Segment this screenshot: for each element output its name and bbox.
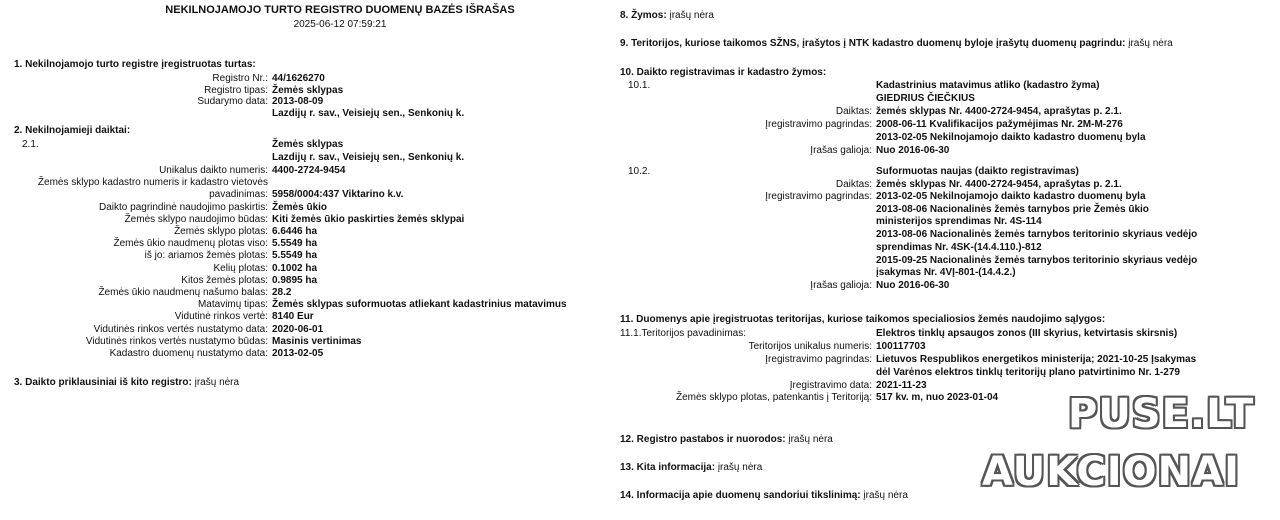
entry-10-2-pagrindas-3a: 2013-08-06 Nacionalinės žemės tarnybos teritorinio skyriaus vedėjo: [876, 229, 1198, 240]
field-value: Žemės ūkio: [272, 201, 328, 213]
section-12: 12. Registro pastabos ir nuorodos: įrašų nėra: [620, 434, 833, 445]
territory-basis-1: Lietuvos Respublikos energetikos ministerija; 2021-10-25 Įsakymas: [876, 354, 1197, 365]
item-address: Lazdijų r. sav., Veisiejų sen., Senkonių k.: [272, 152, 465, 163]
territory-name-label: 11.1.Teritorijos pavadinimas:: [620, 328, 746, 339]
entry-10-1-galioja: Nuo 2016-06-30: [876, 145, 950, 156]
field-label: Registro Nr.:: [212, 73, 268, 84]
section-2-heading: 2. Nekilnojamieji daiktai:: [14, 125, 131, 136]
watermark-line-2: AUKCIONAI: [982, 449, 1240, 495]
section-13: 13. Kita informacija: įrašų nėra: [620, 462, 763, 473]
entry-10-1-person: GIEDRIUS ČIEČKIUS: [876, 93, 975, 104]
item-number: 2.1.: [22, 139, 39, 150]
field-value: 0.1002 ha: [272, 262, 318, 274]
entry-10-1-pagrindas-2: 2013-02-05 Nekilnojamojo daikto kadastro duomenų byla: [876, 132, 1146, 143]
field-value: Lazdijų r. sav., Veisiejų sen., Senkonių k.: [272, 107, 465, 119]
entry-10-1-pagrindas-1: 2008-06-11 Kvalifikacijos pažymėjimas Nr. 2M-M-276: [876, 119, 1123, 130]
field-value: 5.5549 ha: [272, 238, 318, 250]
field-value: Kiti žemės ūkio paskirties žemės sklypai: [272, 213, 465, 225]
field-label: Daikto pagrindinė naudojimo paskirtis:: [99, 201, 268, 213]
entry-10-2-galioja: Nuo 2016-06-30: [876, 280, 950, 291]
field-label: pavadinimas:: [209, 189, 268, 201]
field-value: 0.9895 ha: [272, 274, 318, 286]
field-value: Žemės sklypas: [272, 84, 344, 96]
field-value: 4400-2724-9454: [272, 165, 346, 176]
field-label: Vidutinės rinkos vertės nustatymo data:: [93, 323, 268, 335]
territory-date-label: Įregistravimo data:: [789, 380, 872, 391]
entry-10-2-pagrindas-2a: 2013-08-06 Nacionalinės žemės tarnybos prie Žemės ūkio: [876, 204, 1149, 215]
field-value: 8140 Eur: [272, 311, 314, 323]
section-3: 3. Daikto priklausiniai iš kito registro: įrašų nėra: [14, 377, 240, 388]
entry-10-2-pagrindas-label: Įregistravimo pagrindas:: [765, 191, 872, 202]
document-title: NEKILNOJAMOJO TURTO REGISTRO DUOMENŲ BAZĖS IŠRAŠAS: [165, 4, 515, 16]
field-value: 2013-02-05: [272, 348, 324, 359]
field-label: Kitos žemės plotas:: [181, 274, 268, 286]
entry-10-2-daiktas: žemės sklypas Nr. 4400-2724-9454, aprašytas p. 2.1.: [876, 179, 1122, 190]
field-label: Žemės sklypo plotas:: [174, 226, 268, 237]
entry-10-2-daiktas-label: Daiktas:: [835, 179, 872, 190]
section-14: 14. Informacija apie duomenų sandoriui tikslinimą: įrašų nėra: [620, 490, 908, 501]
field-label: iš jo: ariamos žemės plotas:: [144, 250, 268, 262]
entry-10-2-pagrindas-1: 2013-02-05 Nekilnojamojo daikto kadastro duomenų byla: [876, 191, 1146, 202]
entry-10-1-pagrindas-label: Įregistravimo pagrindas:: [765, 119, 872, 130]
territory-name: Elektros tinklų apsaugos zonos (III skyrius, ketvirtasis skirsnis): [876, 328, 1178, 339]
field-label: Vidutinės rinkos vertės nustatymo būdas:: [85, 335, 268, 347]
territory-area: 517 kv. m, nuo 2023-01-04: [876, 392, 999, 403]
field-value: Žemės sklypas suformuotas atliekant kadastrinius matavimus: [272, 299, 567, 311]
field-value: 44/1626270: [272, 73, 325, 84]
entry-10-2-pagrindas-3b: sprendimas Nr. 4SK-(14.4.110.)-812: [876, 242, 1042, 253]
item-title: Žemės sklypas: [272, 139, 344, 150]
field-value: 2020-06-01: [272, 323, 324, 335]
field-label: Kelių plotas:: [213, 262, 268, 274]
section-10-heading: 10. Daikto registravimas ir kadastro žymos:: [620, 67, 827, 78]
field-value: 5.5549 ha: [272, 250, 318, 262]
document-datetime: 2025-06-12 07:59:21: [293, 19, 387, 30]
field-label: Registro tipas:: [204, 84, 268, 96]
territory-basis-label: Įregistravimo pagrindas:: [765, 354, 872, 365]
territory-area-label: Žemės sklypo plotas, patenkantis į Teritoriją:: [675, 392, 872, 403]
section-8: 8. Žymos: įrašų nėra: [620, 10, 714, 21]
field-label: Žemės sklypo kadastro numeris ir kadastro vietovės: [37, 177, 268, 189]
watermark-line-1: PUSE.LT: [1068, 391, 1255, 437]
field-label: Vidutinė rinkos vertė:: [174, 311, 268, 323]
entry-10-1-title: Kadastrinius matavimus atliko (kadastro žyma): [876, 80, 1100, 91]
territory-basis-2: dėl Varėnos elektros tinklų teritorijų plano patvirtinimo Nr. 1-279: [876, 367, 1180, 378]
field-value: 28.2: [272, 287, 292, 298]
territory-code: 100117703: [876, 341, 926, 352]
entry-10-2-number: 10.2.: [628, 166, 651, 177]
entry-10-2-pagrindas-4b: įsakymas Nr. 4VĮ-801-(14.4.2.): [876, 267, 1016, 278]
field-label: Kadastro duomenų nustatymo data:: [109, 348, 268, 359]
field-label: Žemės ūkio naudmenų našumo balas:: [98, 287, 268, 298]
field-label: Matavimų tipas:: [197, 299, 268, 311]
field-value: Masinis vertinimas: [272, 335, 362, 347]
field-value: 2013-08-09: [272, 96, 324, 107]
field-label: Unikalus daikto numeris:: [159, 165, 268, 176]
entry-10-2-pagrindas-2b: ministerijos sprendimas Nr. 4S-114: [876, 216, 1042, 227]
field-label: Žemės ūkio naudmenų plotas viso:: [113, 238, 268, 250]
entry-10-1-number: 10.1.: [628, 80, 651, 91]
entry-10-1-daiktas-label: Daiktas:: [835, 106, 872, 117]
section-1-heading: 1. Nekilnojamojo turto registre įregistruotas turtas:: [14, 59, 256, 70]
territory-date: 2021-11-23: [876, 380, 927, 391]
entry-10-1-galioja-label: Įrašas galioja:: [810, 145, 872, 156]
field-value: 6.6446 ha: [272, 226, 318, 237]
field-label: Žemės sklypo naudojimo būdas:: [124, 213, 268, 225]
entry-10-1-daiktas: žemės sklypas Nr. 4400-2724-9454, aprašytas p. 2.1.: [876, 106, 1122, 117]
field-label: Sudarymo data:: [197, 96, 268, 107]
entry-10-2-title: Suformuotas naujas (daikto registravimas): [876, 166, 1079, 177]
territory-code-label: Teritorijos unikalus numeris:: [748, 341, 872, 352]
entry-10-2-pagrindas-4a: 2015-09-25 Nacionalinės žemės tarnybos teritorinio skyriaus vedėjo: [876, 255, 1198, 266]
field-value: 5958/0004:437 Viktarino k.v.: [272, 189, 404, 201]
entry-10-2-galioja-label: Įrašas galioja:: [810, 280, 872, 291]
section-11-heading: 11. Duomenys apie įregistruotas teritorijas, kuriose taikomos specialiosios žemės naudojimo sąlygos:: [620, 314, 1106, 325]
section-9: 9. Teritorijos, kuriose taikomos SŽNS, įrašytos į NTK kadastro duomenų byloje įrašytų duomenų pagrindu: įrašų nėra: [620, 38, 1173, 49]
